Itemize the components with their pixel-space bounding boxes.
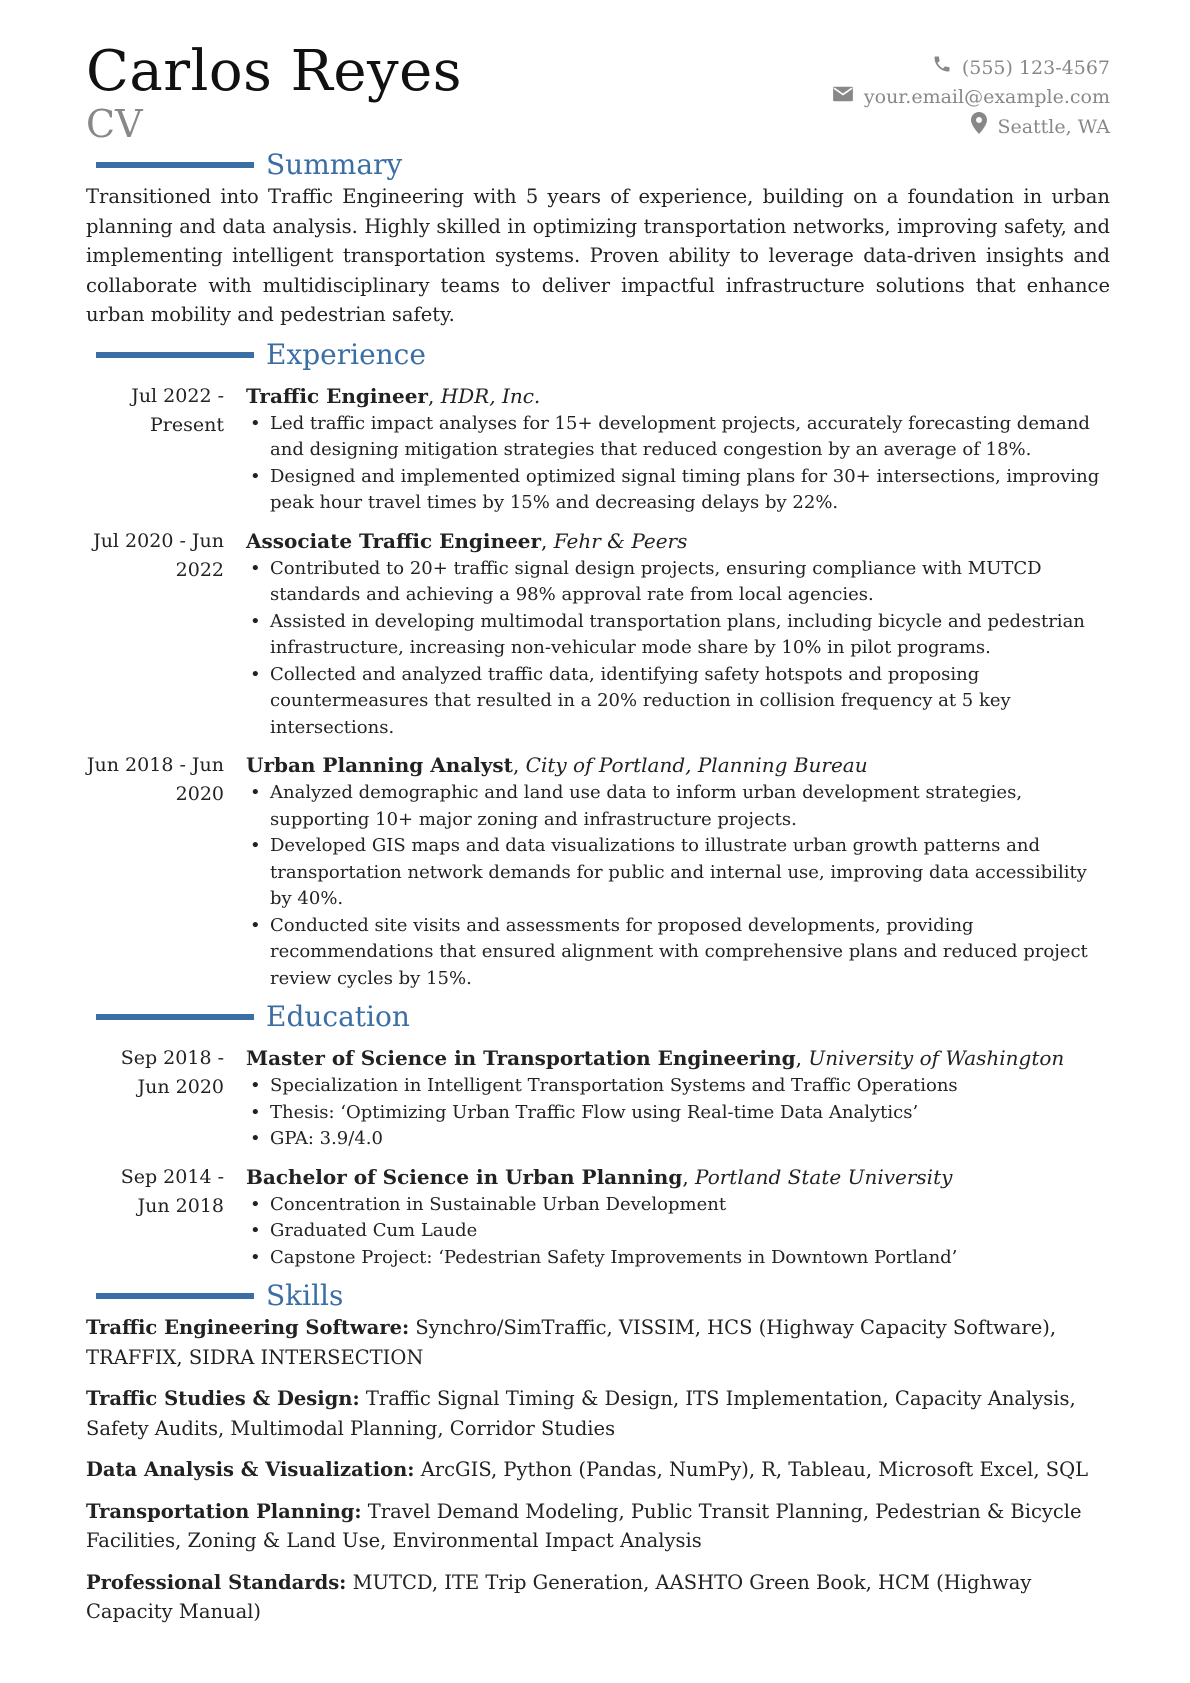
bullet-item: • Specialization in Intelligent Transportation Systems and Traffic Operations [270, 1073, 1110, 1100]
entry-body [246, 527, 1110, 742]
email-link[interactable]: your.email@example.com [863, 86, 1110, 108]
entry-bullets [246, 1192, 1110, 1272]
experience-heading [86, 338, 1110, 372]
entry-heading: Traffic Engineer, HDR, Inc. [246, 383, 541, 408]
bullet-item: • Led traffic impact analyses for 15+ development projects, accurately forecasting demand and designing mitigation strategies that reduced congestion by an average of 18%. [270, 411, 1110, 464]
skill-value: ArcGIS, Python (Pandas, NumPy), R, Tableau, Microsoft Excel, SQL [420, 1458, 1089, 1481]
bullet-item: • Assisted in developing multimodal transportation plans, including bicycle and pedestrian infrastructure, increasing non-vehicular mode share by 10% in pilot programs. [270, 609, 1110, 662]
bullet-item: • Conducted site visits and assessments for proposed developments, providing recommendations that ensured alignment with comprehensive plans and reduced project review cycles by 15%. [270, 913, 1110, 993]
summary-heading [86, 148, 1110, 182]
entry-role: Associate Traffic Engineer [246, 528, 542, 553]
location-line [832, 112, 1110, 143]
skill-value: MUTCD, ITE Trip Generation, AASHTO Green Book, HCM (Highway Capacity Manual) [86, 1570, 1032, 1623]
skills-title: Skills [266, 1279, 344, 1312]
entry-school: Portland State University [695, 1164, 953, 1189]
skills-list [86, 1313, 1110, 1627]
bullet-item: • Contributed to 20+ traffic signal design projects, ensuring compliance with MUTCD standards and achieving a 98% approval rate from local agencies. [270, 556, 1110, 609]
entry-body [246, 1163, 1110, 1272]
entry-school: University of Washington [808, 1046, 1065, 1070]
entry-org: City of Portland, Planning Bureau [525, 753, 868, 777]
skill-row [86, 1455, 1110, 1485]
bullet-item: • Concentration in Sustainable Urban Development [270, 1192, 1110, 1219]
skill-row [86, 1384, 1110, 1443]
bullet-item: • Developed GIS maps and data visualizations to illustrate urban growth patterns and transportation network demands for public and internal use, improving data accessibility by 40%. [270, 833, 1110, 913]
bullet-item: • Analyzed demographic and land use data to inform urban development strategies, supporting 10+ major zoning and infrastructure projects. [270, 780, 1110, 833]
section-bar [96, 1293, 254, 1299]
map-marker-icon [971, 112, 997, 143]
envelope-icon [832, 83, 864, 112]
experience-entry [86, 382, 1110, 517]
skill-row [86, 1313, 1110, 1372]
education-heading [86, 1000, 1110, 1034]
summary-text: Transitioned into Traffic Engineering with 5 years of experience, building on a foundation in urban planning and data analysis. Highly skilled in optimizing transportation networks, improving safety, and implementing intelligent transportation systems. Proven ability to leverage data-driven insights and collaborate with multidisciplinary teams to deliver impactful infrastructure solutions that enhance urban mobility and pedestrian safety. [86, 185, 1110, 326]
bullet-item: • Thesis: ‘Optimizing Urban Traffic Flow using Real-time Data Analytics’ [270, 1100, 1110, 1127]
entry-heading: Associate Traffic Engineer, Fehr & Peers [246, 528, 688, 553]
phone-line [832, 54, 1110, 83]
skill-value: Travel Demand Modeling, Public Transit Planning, Pedestrian & Bicycle Facilities, Zoning & Land Use, Environmental Impact Analysis [86, 1499, 1082, 1552]
bullet-item: • Capstone Project: ‘Pedestrian Safety Improvements in Downtown Portland’ [270, 1245, 1110, 1272]
header [86, 40, 1110, 148]
entry-heading: Urban Planning Analyst, City of Portland, Planning Bureau [246, 753, 868, 777]
skill-value: Traffic Signal Timing & Design, ITS Implementation, Capacity Analysis, Safety Audits, Multimodal Planning, Corridor Studies [86, 1387, 1076, 1440]
entry-bullets [246, 1073, 1110, 1153]
email-line [832, 83, 1110, 112]
candidate-name: Carlos Reyes [86, 39, 462, 104]
experience-entry [86, 751, 1110, 992]
education-entry [86, 1044, 1110, 1153]
resume-page [86, 40, 1110, 1639]
entry-org: HDR, Inc. [440, 383, 541, 408]
section-bar [96, 352, 254, 358]
entry-org: Fehr & Peers [553, 528, 688, 553]
skill-value: Synchro/SimTraffic, VISSIM, HCS (Highway Capacity Software), TRAFFIX, SIDRA INTERSECTION [86, 1316, 1057, 1369]
entry-date: Jun 2018 - Jun 2020 [86, 754, 224, 805]
entry-body [246, 1044, 1110, 1153]
document-subtitle: CV [86, 102, 143, 146]
entry-role: Traffic Engineer [246, 383, 428, 408]
entry-bullets [246, 411, 1110, 517]
phone-link[interactable]: (555) 123-4567 [961, 57, 1110, 79]
entry-heading: Bachelor of Science in Urban Planning, Portland State University [246, 1164, 953, 1189]
entry-role: Urban Planning Analyst [246, 753, 513, 777]
entry-body [246, 751, 1110, 992]
bullet-item: • GPA: 3.9/4.0 [270, 1126, 1110, 1153]
skill-label: Traffic Engineering Software: [86, 1316, 410, 1339]
education-title: Education [266, 1000, 410, 1033]
experience-list [86, 382, 1110, 993]
entry-date: Sep 2014 - Jun 2018 [120, 1165, 224, 1217]
entry-degree: Master of Science in Transportation Engineering [246, 1046, 796, 1070]
section-bar [96, 162, 254, 168]
experience-title: Experience [266, 337, 426, 371]
skill-row [86, 1568, 1110, 1627]
section-bar [96, 1014, 254, 1020]
entry-bullets [246, 780, 1110, 992]
skill-label: Traffic Studies & Design: [86, 1387, 360, 1410]
skill-label: Data Analysis & Visualization: [86, 1458, 415, 1481]
entry-date: Jul 2020 - Jun 2022 [93, 529, 224, 581]
summary-title: Summary [266, 148, 403, 181]
skill-label: Transportation Planning: [86, 1499, 362, 1523]
skill-label: Professional Standards: [86, 1570, 347, 1594]
skills-heading [86, 1279, 1110, 1313]
skill-row [86, 1497, 1110, 1556]
location-text: Seattle, WA [997, 116, 1110, 138]
entry-date: Jul 2022 - Present [131, 384, 224, 436]
bullet-item: • Collected and analyzed traffic data, identifying safety hotspots and proposing countermeasures that resulted in a 20% reduction in collision frequency at 5 key intersections. [270, 662, 1110, 742]
entry-date: Sep 2018 - Jun 2020 [120, 1047, 224, 1098]
bullet-item: • Graduated Cum Laude [270, 1218, 1110, 1245]
education-entry [86, 1163, 1110, 1272]
experience-entry [86, 527, 1110, 742]
bullet-item: • Designed and implemented optimized signal timing plans for 30+ intersections, improving peak hour travel times by 15% and decreasing delays by 22%. [270, 464, 1110, 517]
entry-bullets [246, 556, 1110, 742]
phone-icon [932, 54, 962, 83]
education-list [86, 1044, 1110, 1271]
entry-degree: Bachelor of Science in Urban Planning [246, 1164, 683, 1189]
entry-heading: Master of Science in Transportation Engineering, University of Washington [246, 1046, 1065, 1070]
entry-body [246, 382, 1110, 517]
contact-block [832, 54, 1110, 143]
